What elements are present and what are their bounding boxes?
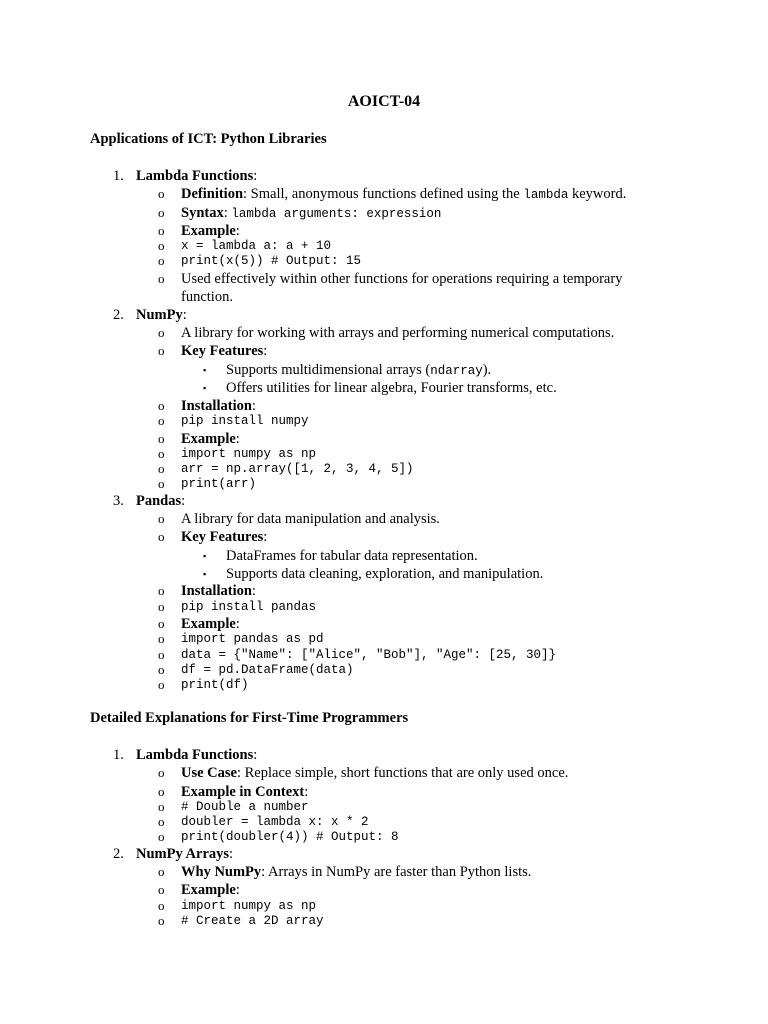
document-title: AOICT-04 (347, 93, 421, 110)
item-label: Lambda Functions (136, 747, 254, 763)
section-heading-explanations: Detailed Explanations for First-Time Programmers (90, 710, 409, 726)
item-label: NumPy Arrays (136, 846, 230, 862)
item-label: Lambda Functions (136, 168, 254, 184)
document-page: AOICT-04 Applications of ICT: Python Libraries 1. Lambda Functions: o Definition: Small, anonymous functions defined using the lambda keyword. o Syntax: lambda arguments: expression o Example: o x = lambda a: a + 10 o print(x(5)) # Output: 15 o Used effectively within other functions for operations requiring a temporary function. 2. NumPy: o A library for working with arrays and performing numerical computations. o Key Features: ▪ Supports multidimensional arrays (ndarray). ▪ Offers utilities for linear algebra, Fourier transforms, etc. o Installation: o pip install numpy o Example: o import numpy as np o arr = np.array([1, 2, 3, 4, 5]) o print(arr) 3. Pandas: o A library for data manipulation and analysis. o Key Features: ▪ DataFrames for tabular data representation. ▪ Supports data cleaning, exploration, and manipulation. o Installation: o pip install pandas o Example: o import pandas as pd o data = {"Name": ["Alice", "Bob"], "Age": [25, 30]} o df = pd.DataFrame(data) o print(df) Detailed Explanations for First-Time Programmers 1. Lambda Functions: o Use Case: Replace simple, short functions that are only used once. o Example in Context: o # Double a number o doubler = lambda x: x * 2 o print(doubler(4)) # Output: 8 2. NumPy Arrays: o Why NumPy: Arrays in NumPy are faster than Python lists. o Example: o import numpy as np o # Create a 2D array (0, 0, 768, 1024)
section-heading-applications: Applications of ICT: Python Libraries (90, 131, 327, 147)
item-label: Pandas (136, 493, 182, 509)
item-label: NumPy (136, 307, 183, 323)
